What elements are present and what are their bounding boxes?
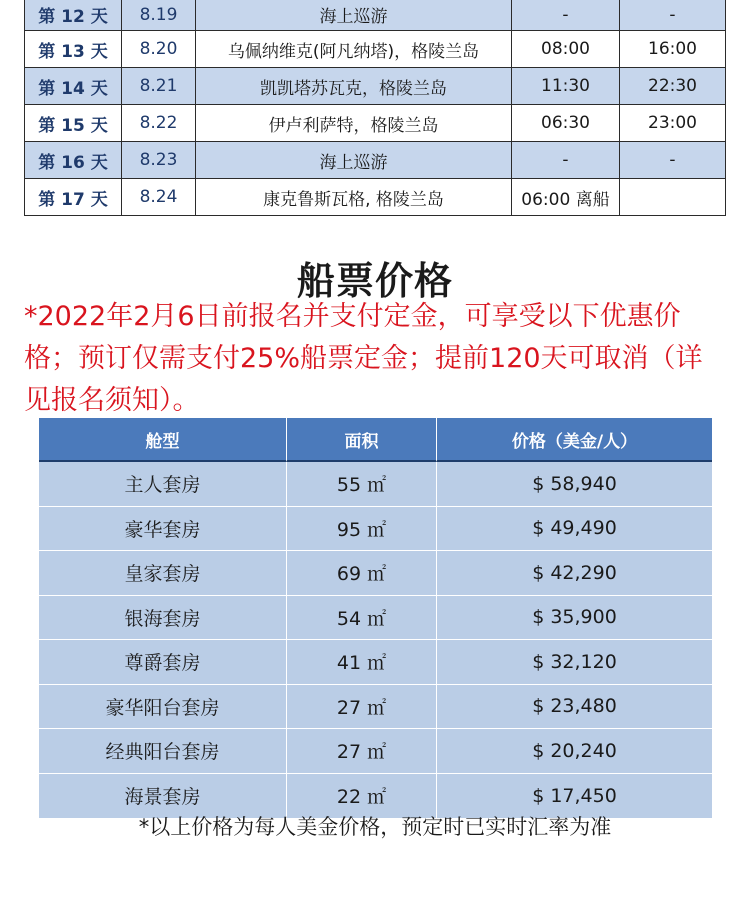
itinerary-row <box>25 179 726 216</box>
cabin-area: 54 ㎡ <box>287 596 437 641</box>
price-row <box>39 596 712 641</box>
itinerary-body <box>25 0 726 216</box>
itinerary-day: 第 16 天 <box>25 142 122 179</box>
itinerary-row <box>25 142 726 179</box>
cabin-area: 55 ㎡ <box>287 462 437 507</box>
cabin-area: 27 ㎡ <box>287 729 437 774</box>
itinerary-port: 康克鲁斯瓦格, 格陵兰岛 <box>196 179 512 216</box>
cabin-price: $ 35,900 <box>437 596 712 641</box>
promo-text: *2022年2月6日前报名并支付定金，可享受以下优惠价格；预订仅需支付25%船票定金；提前120天可取消（详见报名须知）。 <box>24 301 703 416</box>
cabin-area: 41 ㎡ <box>287 640 437 685</box>
itinerary-port: 凯凯塔苏瓦克，格陵兰岛 <box>196 68 512 105</box>
header-price: 价格（美金/人） <box>437 418 712 462</box>
itinerary-arrive: 11:30 <box>512 68 620 105</box>
itinerary-day: 第 17 天 <box>25 179 122 216</box>
itinerary-row <box>25 105 726 142</box>
itinerary-date: 8.19 <box>122 0 196 31</box>
cabin-price: $ 17,450 <box>437 774 712 818</box>
itinerary-depart: 16:00 <box>620 31 726 68</box>
itinerary-port: 海上巡游 <box>196 0 512 31</box>
cabin-area: 27 ㎡ <box>287 685 437 730</box>
cabin-area: 22 ㎡ <box>287 774 437 818</box>
itinerary-date: 8.23 <box>122 142 196 179</box>
price-header-row <box>39 418 712 462</box>
cabin-price: $ 49,490 <box>437 507 712 552</box>
cabin-price: $ 32,120 <box>437 640 712 685</box>
price-row <box>39 640 712 685</box>
cabin-type: 主人套房 <box>39 462 287 507</box>
cabin-price: $ 58,940 <box>437 462 712 507</box>
cabin-price: $ 23,480 <box>437 685 712 730</box>
cabin-area: 69 ㎡ <box>287 551 437 596</box>
price-table <box>39 418 712 818</box>
header-area: 面积 <box>287 418 437 462</box>
price-row <box>39 462 712 507</box>
itinerary-depart: - <box>620 0 726 31</box>
itinerary-arrive: - <box>512 142 620 179</box>
cabin-type: 银海套房 <box>39 596 287 641</box>
cabin-price: $ 42,290 <box>437 551 712 596</box>
price-footnote: *以上价格为每人美金价格，预定时已实时汇率为准 <box>138 815 612 839</box>
itinerary-date: 8.21 <box>122 68 196 105</box>
price-body <box>39 462 712 818</box>
itinerary-port: 乌佩纳维克(阿凡纳塔)，格陵兰岛 <box>196 31 512 68</box>
itinerary-arrive: - <box>512 0 620 31</box>
itinerary-date: 8.20 <box>122 31 196 68</box>
cabin-area: 95 ㎡ <box>287 507 437 552</box>
header-cabin-type: 舱型 <box>39 418 287 462</box>
itinerary-arrive: 08:00 <box>512 31 620 68</box>
price-row <box>39 685 712 730</box>
cabin-price: $ 20,240 <box>437 729 712 774</box>
itinerary-arrive: 06:30 <box>512 105 620 142</box>
itinerary-day: 第 15 天 <box>25 105 122 142</box>
cabin-type: 豪华阳台套房 <box>39 685 287 730</box>
itinerary-day: 第 13 天 <box>25 31 122 68</box>
itinerary-day: 第 14 天 <box>25 68 122 105</box>
itinerary-depart: - <box>620 142 726 179</box>
itinerary-date: 8.24 <box>122 179 196 216</box>
itinerary-arrive: 06:00 离船 <box>512 179 620 216</box>
price-row <box>39 551 712 596</box>
section-title: 船票价格 <box>296 259 453 303</box>
itinerary-day: 第 12 天 <box>25 0 122 31</box>
itinerary-depart <box>620 179 726 216</box>
cabin-type: 尊爵套房 <box>39 640 287 685</box>
itinerary-row <box>25 0 726 31</box>
cabin-type: 海景套房 <box>39 774 287 818</box>
price-row <box>39 729 712 774</box>
itinerary-port: 海上巡游 <box>196 142 512 179</box>
cabin-type: 皇家套房 <box>39 551 287 596</box>
cabin-type: 经典阳台套房 <box>39 729 287 774</box>
itinerary-row <box>25 68 726 105</box>
itinerary-row <box>25 31 726 68</box>
itinerary-port: 伊卢利萨特，格陵兰岛 <box>196 105 512 142</box>
cabin-type: 豪华套房 <box>39 507 287 552</box>
price-row <box>39 507 712 552</box>
itinerary-depart: 22:30 <box>620 68 726 105</box>
itinerary-depart: 23:00 <box>620 105 726 142</box>
itinerary-date: 8.22 <box>122 105 196 142</box>
itinerary-table <box>24 0 726 216</box>
